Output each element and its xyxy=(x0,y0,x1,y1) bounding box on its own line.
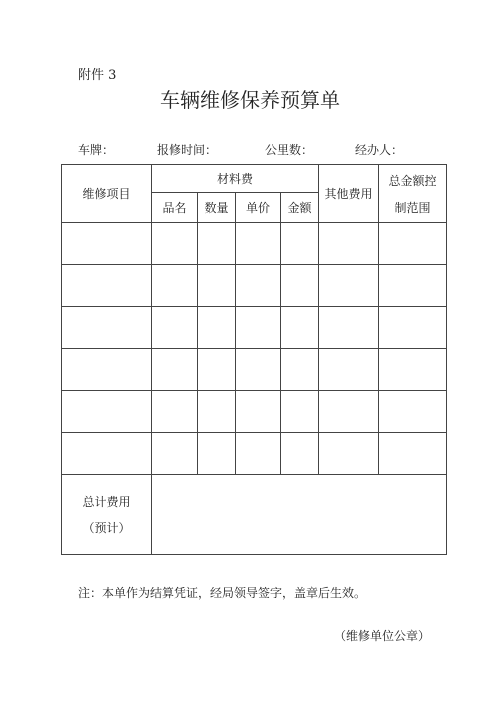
other-cell[interactable] xyxy=(319,433,379,475)
price-cell[interactable] xyxy=(236,391,281,433)
unit-price-header: 单价 xyxy=(236,193,281,223)
quantity-header: 数量 xyxy=(198,193,236,223)
name-cell[interactable] xyxy=(152,433,198,475)
name-cell[interactable] xyxy=(152,391,198,433)
total-fee-estimate-note: （预计） xyxy=(82,520,131,535)
total-cell[interactable] xyxy=(379,391,447,433)
name-cell[interactable] xyxy=(152,307,198,349)
table-row xyxy=(62,223,447,265)
name-cell[interactable] xyxy=(152,349,198,391)
total-cell[interactable] xyxy=(379,223,447,265)
other-cell[interactable] xyxy=(319,349,379,391)
amount-cell[interactable] xyxy=(281,349,319,391)
material-fee-header: 材料费 xyxy=(152,165,319,193)
plate-field-label: 车牌： xyxy=(78,143,115,157)
budget-table xyxy=(61,164,447,555)
item-cell[interactable] xyxy=(62,349,152,391)
total-cell[interactable] xyxy=(379,307,447,349)
quantity-cell[interactable] xyxy=(198,433,236,475)
price-cell[interactable] xyxy=(236,349,281,391)
item-cell[interactable] xyxy=(62,307,152,349)
total-fee-label-cell xyxy=(62,475,152,555)
repair-item-header: 维修项目 xyxy=(62,165,152,223)
item-cell[interactable] xyxy=(62,391,152,433)
table-row xyxy=(62,433,447,475)
report-time-field-label: 报修时间： xyxy=(157,143,218,157)
total-cell[interactable] xyxy=(379,265,447,307)
quantity-cell[interactable] xyxy=(198,349,236,391)
table-row xyxy=(62,391,447,433)
name-cell[interactable] xyxy=(152,265,198,307)
table-row xyxy=(62,265,447,307)
price-cell[interactable] xyxy=(236,265,281,307)
other-cell[interactable] xyxy=(319,223,379,265)
form-title: 车辆维修保养预算单 xyxy=(160,88,340,112)
seal-label: （维修单位公章） xyxy=(334,629,431,643)
amount-cell[interactable] xyxy=(281,265,319,307)
total-limit-header xyxy=(379,165,447,223)
item-cell[interactable] xyxy=(62,265,152,307)
amount-cell[interactable] xyxy=(281,307,319,349)
handler-field-label: 经办人： xyxy=(355,143,404,157)
total-cell[interactable] xyxy=(379,433,447,475)
total-limit-header-line1: 总金额控 xyxy=(388,173,437,188)
mileage-field-label: 公里数： xyxy=(265,143,314,157)
other-fee-header: 其他费用 xyxy=(319,165,379,223)
name-cell[interactable] xyxy=(152,223,198,265)
other-cell[interactable] xyxy=(319,307,379,349)
other-cell[interactable] xyxy=(319,265,379,307)
amount-cell[interactable] xyxy=(281,223,319,265)
total-fee-value-cell[interactable] xyxy=(152,475,447,555)
amount-header: 金额 xyxy=(281,193,319,223)
quantity-cell[interactable] xyxy=(198,223,236,265)
item-cell[interactable] xyxy=(62,433,152,475)
attachment-label: 附件 3 xyxy=(78,68,117,83)
table-row xyxy=(62,307,447,349)
other-cell[interactable] xyxy=(319,391,379,433)
price-cell[interactable] xyxy=(236,307,281,349)
item-name-header: 品名 xyxy=(152,193,198,223)
total-fee-label: 总计费用 xyxy=(82,494,131,509)
amount-cell[interactable] xyxy=(281,433,319,475)
table-row xyxy=(62,349,447,391)
item-cell[interactable] xyxy=(62,223,152,265)
price-cell[interactable] xyxy=(236,433,281,475)
quantity-cell[interactable] xyxy=(198,265,236,307)
footnote: 注：本单作为结算凭证，经局领导签字，盖章后生效。 xyxy=(78,586,367,600)
total-cell[interactable] xyxy=(379,349,447,391)
price-cell[interactable] xyxy=(236,223,281,265)
quantity-cell[interactable] xyxy=(198,391,236,433)
total-limit-header-line2: 制范围 xyxy=(394,200,431,215)
amount-cell[interactable] xyxy=(281,391,319,433)
quantity-cell[interactable] xyxy=(198,307,236,349)
